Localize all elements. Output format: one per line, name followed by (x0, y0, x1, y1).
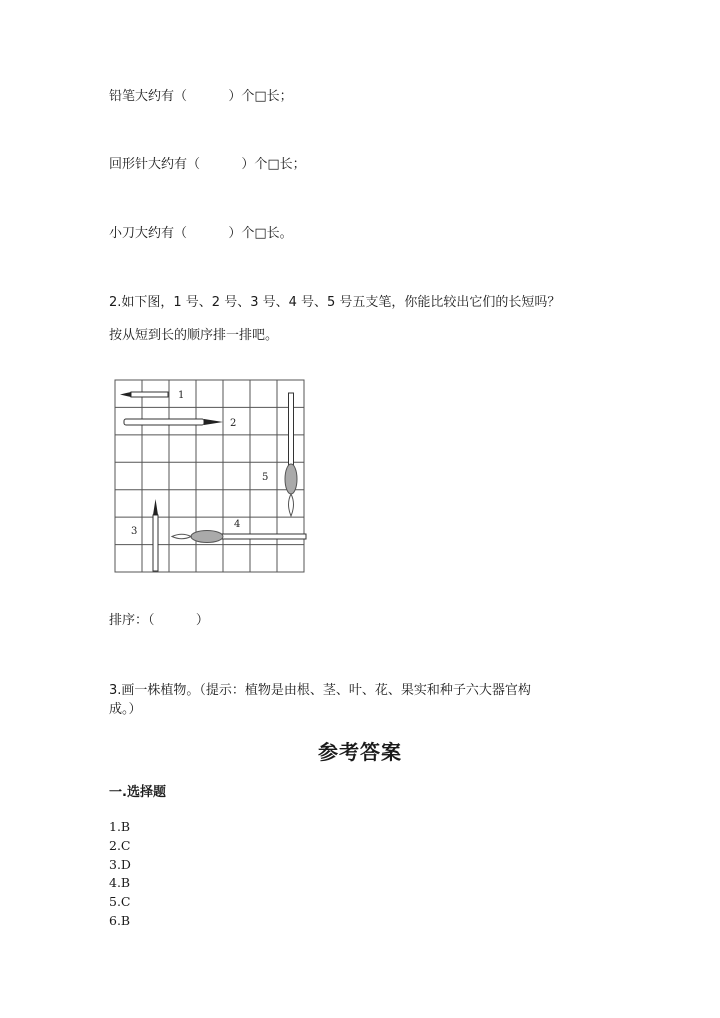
question-paperclip-line: 回形针大约有（ ）个□长； (109, 157, 306, 172)
answer-key-title: 参考答案 (318, 740, 402, 764)
pen-1-pencil (120, 392, 168, 397)
question-pencil-line: 铅笔大约有（ ）个□长； (109, 89, 293, 104)
question-3-text-cont: 成。） (109, 702, 142, 717)
sorting-answer-line: 排序：（ ） (109, 613, 209, 628)
pens-grid-figure (110, 375, 310, 575)
pen-1-label: 1 (178, 390, 185, 401)
pen-5-brush (285, 393, 297, 516)
grid (115, 380, 304, 572)
question-knife-line: 小刀大约有（ ）个□长。 (109, 226, 293, 241)
pen-4-brush (172, 531, 306, 543)
pen-2-pencil (124, 419, 223, 425)
pen-5-label: 5 (262, 472, 269, 483)
answer-item: 2.C (109, 837, 131, 853)
pen-3-pencil (153, 499, 158, 571)
answer-item: 5.C (109, 894, 131, 910)
answer-list (109, 818, 131, 931)
answer-item: 6.B (109, 912, 131, 928)
question-2-text: 2.如下图，1 号、2 号、3 号、4 号、5 号五支笔，你能比较出它们的长短吗？ (109, 295, 561, 310)
question-3-text: 3.画一株植物。（提示：植物是由根、茎、叶、花、果实和种子六大器官构 (109, 683, 531, 698)
question-2-instruction: 按从短到长的顺序排一排吧。 (109, 328, 279, 343)
pen-4-label: 4 (234, 519, 241, 530)
answer-item: 3.D (109, 856, 131, 872)
answer-item: 4.B (109, 875, 131, 891)
answer-item: 1.B (109, 819, 131, 834)
answer-key-section: 一.选择题 (109, 785, 166, 800)
pen-3-label: 3 (131, 526, 138, 537)
pen-2-label: 2 (230, 418, 237, 429)
